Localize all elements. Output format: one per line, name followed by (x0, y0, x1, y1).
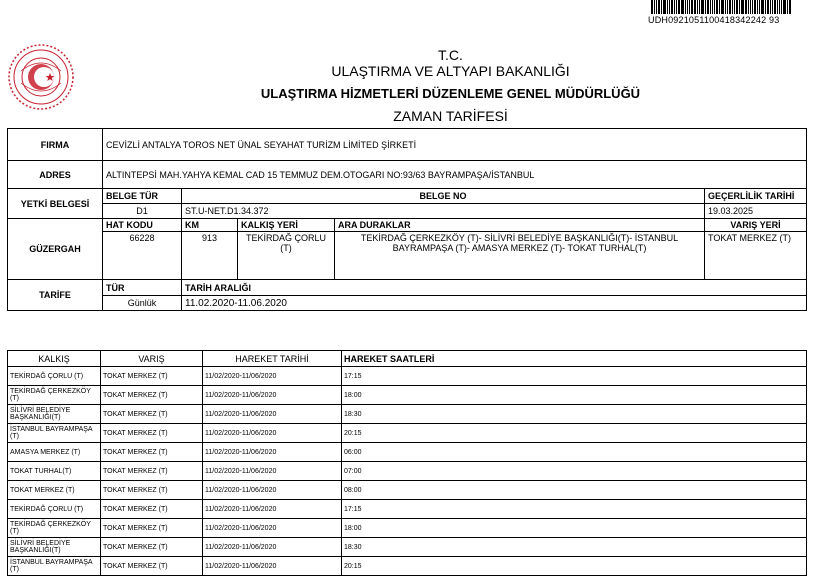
schedule-cell-kalkis: İSTANBUL BAYRAMPAŞA (T) (8, 557, 101, 576)
schedule-cell-varis: TOKAT MERKEZ (T) (101, 500, 203, 519)
tarih-araligi-value: 11.02.2020-11.06.2020 (182, 296, 807, 311)
schedule-cell-saat: 18:00 (342, 386, 807, 405)
schedule-cell-saat: 08:00 (342, 481, 807, 500)
tur-header: TÜR (103, 280, 182, 296)
schedule-cell-tarih: 11/02/2020-11/06/2020 (203, 557, 342, 576)
schedule-cell-saat: 07:00 (342, 462, 807, 481)
schedule-cell-kalkis: AMASYA MERKEZ (T) (8, 443, 101, 462)
table-row (8, 538, 807, 557)
schedule-cell-varis: TOKAT MERKEZ (T) (101, 557, 203, 576)
table-row (8, 500, 807, 519)
schedule-cell-tarih: 11/02/2020-11/06/2020 (203, 481, 342, 500)
schedule-cell-saat: 17:15 (342, 500, 807, 519)
schedule-cell-varis: TOKAT MERKEZ (T) (101, 519, 203, 538)
schedule-cell-kalkis: TEKİRDAĞ ÇORLU (T) (8, 367, 101, 386)
ara-duraklar-value: TEKİRDAĞ ÇERKEZKÖY (T)- SİLİVRİ BELEDİYE BAŞKANLIĞI(T)- İSTANBUL BAYRAMPAŞA (T)- AMASYA MERKEZ (T)- TOKAT TURHAL(T) (335, 232, 705, 280)
info-table (7, 128, 807, 311)
belge-no-header: BELGE NO (182, 189, 705, 204)
schedule-cell-varis: TOKAT MERKEZ (T) (101, 443, 203, 462)
schedule-header-tarih: HAREKET TARİHİ (203, 351, 342, 367)
schedule-cell-kalkis: İSTANBUL BAYRAMPAŞA (T) (8, 424, 101, 443)
schedule-cell-varis: TOKAT MERKEZ (T) (101, 367, 203, 386)
header-ministry: ULAŞTIRMA VE ALTYAPI BAKANLIĞI (331, 63, 570, 79)
gecerlilik-header: GEÇERLİLİK TARİHİ (705, 189, 807, 204)
schedule-cell-saat: 20:15 (342, 424, 807, 443)
belge-tur-value: D1 (103, 204, 182, 219)
adres-value: ALTINTEPSİ MAH.YAHYA KEMAL CAD 15 TEMMUZ DEM.OTOGARI NO:93/63 BAYRAMPAŞA/İSTANBUL (103, 161, 807, 189)
schedule-cell-saat: 06:00 (342, 443, 807, 462)
table-row (8, 367, 807, 386)
schedule-cell-varis: TOKAT MERKEZ (T) (101, 386, 203, 405)
varis-yeri-header: VARIŞ YERİ (705, 219, 807, 232)
table-row (8, 462, 807, 481)
tur-value: Günlük (103, 296, 182, 311)
schedule-cell-varis: TOKAT MERKEZ (T) (101, 538, 203, 557)
schedule-cell-saat: 18:00 (342, 519, 807, 538)
schedule-cell-kalkis: TEKİRDAĞ ÇERKEZKÖY (T) (8, 386, 101, 405)
page-title: ZAMAN TARİFESİ (393, 108, 508, 124)
ara-duraklar-header: ARA DURAKLAR (335, 219, 705, 232)
schedule-cell-varis: TOKAT MERKEZ (T) (101, 462, 203, 481)
schedule-cell-tarih: 11/02/2020-11/06/2020 (203, 367, 342, 386)
schedule-cell-tarih: 11/02/2020-11/06/2020 (203, 538, 342, 557)
schedule-cell-saat: 18:30 (342, 405, 807, 424)
schedule-cell-tarih: 11/02/2020-11/06/2020 (203, 443, 342, 462)
schedule-cell-kalkis: TEKİRDAĞ ÇERKEZKÖY (T) (8, 519, 101, 538)
tarife-label: TARİFE (8, 280, 103, 311)
schedule-cell-kalkis: TEKİRDAĞ ÇORLU (T) (8, 500, 101, 519)
schedule-cell-varis: TOKAT MERKEZ (T) (101, 405, 203, 424)
belge-no-value: ST.U-NET.D1.34.372 (182, 204, 705, 219)
schedule-header-varis: VARIŞ (101, 351, 203, 367)
schedule-cell-saat: 17:15 (342, 367, 807, 386)
schedule-cell-varis: TOKAT MERKEZ (T) (101, 481, 203, 500)
schedule-header-kalkis: KALKIŞ (8, 351, 101, 367)
table-row (8, 386, 807, 405)
schedule-cell-tarih: 11/02/2020-11/06/2020 (203, 405, 342, 424)
schedule-header-saatler: HAREKET SAATLERİ (342, 351, 807, 367)
barcode-number: UDH0921051100418342242 93 (648, 15, 780, 25)
schedule-cell-saat: 18:30 (342, 538, 807, 557)
schedule-table (7, 350, 807, 576)
schedule-cell-kalkis: TOKAT TURHAL(T) (8, 462, 101, 481)
schedule-cell-tarih: 11/02/2020-11/06/2020 (203, 500, 342, 519)
schedule-cell-tarih: 11/02/2020-11/06/2020 (203, 462, 342, 481)
schedule-cell-kalkis: SİLİVRİ BELEDİYE BAŞKANLIĞI(T) (8, 405, 101, 424)
schedule-cell-kalkis: TOKAT MERKEZ (T) (8, 481, 101, 500)
yetki-label: YETKİ BELGESİ (8, 189, 103, 219)
table-row (8, 557, 807, 576)
header-directorate: ULAŞTIRMA HİZMETLERİ DÜZENLEME GENEL MÜDÜRLÜĞÜ (260, 86, 641, 101)
schedule-cell-tarih: 11/02/2020-11/06/2020 (203, 519, 342, 538)
firma-label: FIRMA (8, 129, 103, 161)
kalkis-yeri-value: TEKİRDAĞ ÇORLU (T) (238, 232, 335, 280)
table-row (8, 443, 807, 462)
gecerlilik-value: 19.03.2025 (705, 204, 807, 219)
schedule-cell-saat: 20:15 (342, 557, 807, 576)
schedule-cell-tarih: 11/02/2020-11/06/2020 (203, 386, 342, 405)
hat-kodu-value: 66228 (103, 232, 182, 280)
schedule-cell-tarih: 11/02/2020-11/06/2020 (203, 424, 342, 443)
belge-tur-header: BELGE TÜR (103, 189, 182, 204)
kalkis-yeri-header: KALKIŞ YERİ (238, 219, 335, 232)
barcode-icon (651, 0, 796, 14)
table-row (8, 424, 807, 443)
adres-label: ADRES (8, 161, 103, 189)
hat-kodu-header: HAT KODU (103, 219, 182, 232)
header-tc: T.C. (438, 47, 463, 63)
table-row (8, 481, 807, 500)
firma-value: CEVİZLİ ANTALYA TOROS NET ÜNAL SEYAHAT TURİZM LİMİTED ŞİRKETİ (103, 129, 807, 161)
table-row (8, 405, 807, 424)
guzergah-label: GÜZERGAH (8, 219, 103, 280)
table-row (8, 519, 807, 538)
schedule-cell-kalkis: SİLİVRİ BELEDİYE BAŞKANLIĞI(T) (8, 538, 101, 557)
km-value: 913 (182, 232, 238, 280)
km-header: KM (182, 219, 238, 232)
schedule-cell-varis: TOKAT MERKEZ (T) (101, 424, 203, 443)
varis-yeri-value: TOKAT MERKEZ (T) (705, 232, 807, 280)
tarih-araligi-header: TARİH ARALIĞI (182, 280, 807, 296)
